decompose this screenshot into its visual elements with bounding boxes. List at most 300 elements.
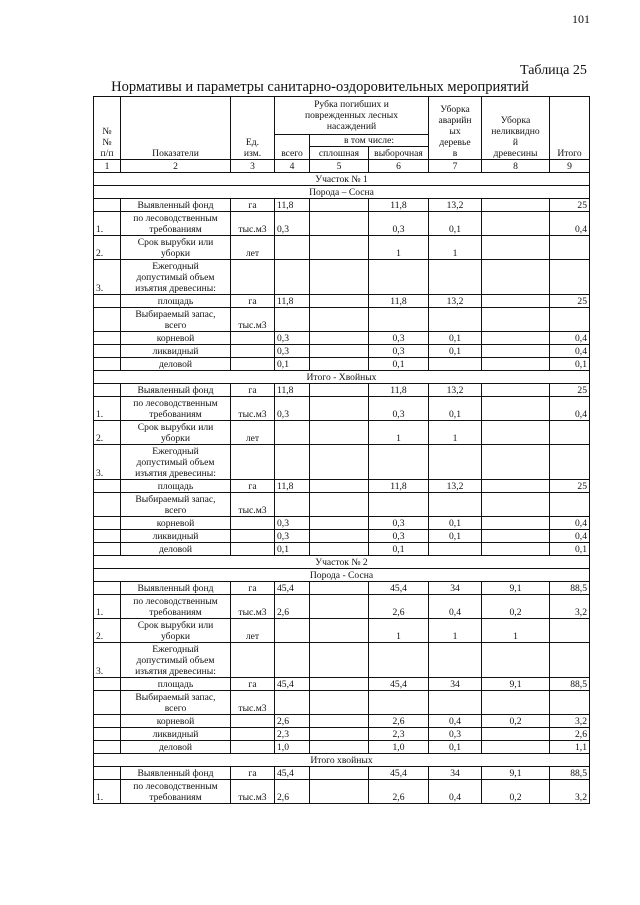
value-cell	[310, 643, 369, 678]
table-row	[94, 308, 590, 332]
value-cell: 0,3	[369, 530, 429, 543]
value-cell	[369, 691, 429, 715]
value-cell	[310, 236, 369, 260]
indicator-cell: Ежегодный допустимый объем изъятия древесины:	[121, 260, 231, 295]
column-number: 5	[310, 160, 369, 173]
unit-cell: га	[231, 384, 275, 397]
unit-cell	[231, 728, 275, 741]
value-cell	[482, 260, 550, 295]
value-cell: 2,3	[369, 728, 429, 741]
value-cell	[310, 530, 369, 543]
table-row	[94, 421, 590, 445]
value-cell	[482, 543, 550, 556]
value-cell: 25	[550, 199, 590, 212]
table-row	[94, 543, 590, 556]
value-cell	[429, 358, 482, 371]
unit-cell: га	[231, 480, 275, 493]
table-row	[94, 678, 590, 691]
value-cell	[275, 236, 310, 260]
value-cell	[482, 517, 550, 530]
unit-cell: га	[231, 582, 275, 595]
value-cell	[482, 236, 550, 260]
section-title: Участок № 2	[94, 556, 590, 569]
indicator-cell: Срок вырубки или уборки	[121, 236, 231, 260]
unit-cell	[231, 715, 275, 728]
value-cell: 45,4	[369, 678, 429, 691]
row-number	[94, 767, 121, 780]
value-cell: 25	[550, 384, 590, 397]
value-cell: 11,8	[275, 199, 310, 212]
value-cell	[550, 643, 590, 678]
value-cell: 0,1	[429, 212, 482, 236]
column-number: 9	[550, 160, 590, 173]
table-row	[94, 715, 590, 728]
value-cell	[310, 691, 369, 715]
value-cell: 0,4	[429, 595, 482, 619]
indicator-cell: по лесоводственным требованиям	[121, 780, 231, 804]
value-cell: 0,4	[550, 212, 590, 236]
value-cell	[310, 384, 369, 397]
value-cell: 2,3	[275, 728, 310, 741]
value-cell	[310, 445, 369, 480]
value-cell	[310, 780, 369, 804]
table-label: Таблица 25	[520, 63, 587, 78]
value-cell	[310, 260, 369, 295]
value-cell: 0,4	[429, 715, 482, 728]
value-cell: 45,4	[275, 678, 310, 691]
indicator-cell: Выбираемый запас, всего	[121, 308, 231, 332]
page-number: 101	[572, 12, 590, 26]
value-cell: 0,4	[550, 517, 590, 530]
value-cell	[482, 741, 550, 754]
value-cell: 0,4	[550, 345, 590, 358]
value-cell: 0,1	[369, 358, 429, 371]
unit-cell: тыс.м3	[231, 691, 275, 715]
indicator-cell: деловой	[121, 543, 231, 556]
value-cell	[275, 260, 310, 295]
indicator-cell: Выбираемый запас, всего	[121, 691, 231, 715]
value-cell	[310, 728, 369, 741]
value-cell	[310, 358, 369, 371]
table-row	[94, 530, 590, 543]
table-row	[94, 595, 590, 619]
table-row	[94, 445, 590, 480]
table-row	[94, 397, 590, 421]
value-cell: 0,3	[369, 332, 429, 345]
value-cell: 3,2	[550, 780, 590, 804]
value-cell	[310, 619, 369, 643]
value-cell: 0,3	[369, 397, 429, 421]
value-cell: 0,1	[429, 741, 482, 754]
value-cell	[429, 260, 482, 295]
value-cell: 0,1	[550, 358, 590, 371]
value-cell: 0,3	[275, 530, 310, 543]
value-cell	[482, 445, 550, 480]
value-cell: 0,3	[275, 332, 310, 345]
value-cell: 25	[550, 480, 590, 493]
unit-cell: лет	[231, 619, 275, 643]
table-row	[94, 767, 590, 780]
table-row	[94, 691, 590, 715]
value-cell	[550, 421, 590, 445]
indicator-cell: ликвидный	[121, 728, 231, 741]
value-cell	[275, 619, 310, 643]
indicator-cell: по лесоводственным требованиям	[121, 595, 231, 619]
value-cell	[482, 397, 550, 421]
value-cell: 45,4	[275, 582, 310, 595]
indicator-cell: Выявленный фонд	[121, 384, 231, 397]
value-cell	[550, 260, 590, 295]
row-number	[94, 741, 121, 754]
row-number: 1.	[94, 397, 121, 421]
section-row	[94, 371, 590, 384]
value-cell	[550, 691, 590, 715]
value-cell: 1	[429, 421, 482, 445]
column-number: 4	[275, 160, 310, 173]
indicator-cell: ликвидный	[121, 345, 231, 358]
value-cell: 13,2	[429, 199, 482, 212]
value-cell: 0,4	[550, 332, 590, 345]
row-number: 3.	[94, 260, 121, 295]
row-number	[94, 345, 121, 358]
header-itogo: Итого	[550, 97, 590, 160]
unit-cell: га	[231, 678, 275, 691]
unit-cell	[231, 260, 275, 295]
value-cell: 11,8	[369, 384, 429, 397]
value-cell: 0,4	[550, 397, 590, 421]
indicator-cell: Выбираемый запас, всего	[121, 493, 231, 517]
indicator-cell: по лесоводственным требованиям	[121, 397, 231, 421]
row-number	[94, 295, 121, 308]
row-number: 2.	[94, 421, 121, 445]
value-cell: 0,4	[429, 780, 482, 804]
value-cell: 13,2	[429, 384, 482, 397]
value-cell	[429, 445, 482, 480]
table-row	[94, 728, 590, 741]
value-cell: 0,1	[369, 543, 429, 556]
row-number: 1.	[94, 595, 121, 619]
value-cell	[482, 332, 550, 345]
value-cell: 9,1	[482, 582, 550, 595]
indicator-cell: Выявленный фонд	[121, 199, 231, 212]
row-number	[94, 582, 121, 595]
value-cell: 88,5	[550, 678, 590, 691]
value-cell	[369, 260, 429, 295]
value-cell: 11,8	[275, 384, 310, 397]
value-cell: 0,1	[429, 517, 482, 530]
row-number: 3.	[94, 445, 121, 480]
value-cell	[482, 493, 550, 517]
row-number	[94, 480, 121, 493]
table-row	[94, 619, 590, 643]
header-selective: выборочная	[369, 147, 429, 160]
value-cell: 0,3	[275, 517, 310, 530]
value-cell	[275, 421, 310, 445]
value-cell: 25	[550, 295, 590, 308]
row-number: 1.	[94, 780, 121, 804]
value-cell	[275, 308, 310, 332]
value-cell: 2,6	[369, 595, 429, 619]
value-cell	[482, 643, 550, 678]
value-cell: 11,8	[275, 480, 310, 493]
indicator-cell: корневой	[121, 332, 231, 345]
table-row	[94, 358, 590, 371]
unit-cell: га	[231, 767, 275, 780]
unit-cell	[231, 345, 275, 358]
value-cell: 34	[429, 767, 482, 780]
value-cell	[550, 445, 590, 480]
value-cell	[310, 212, 369, 236]
value-cell	[482, 691, 550, 715]
value-cell: 2,6	[275, 715, 310, 728]
row-number	[94, 332, 121, 345]
table-title: Нормативы и параметры санитарно-оздоровительных мероприятий	[111, 79, 529, 95]
indicator-cell: Ежегодный допустимый объем изъятия древесины:	[121, 445, 231, 480]
header-num: № № п/п	[94, 97, 121, 160]
value-cell	[429, 691, 482, 715]
value-cell	[482, 212, 550, 236]
column-number: 7	[429, 160, 482, 173]
value-cell	[482, 480, 550, 493]
value-cell	[275, 691, 310, 715]
value-cell: 1	[429, 619, 482, 643]
column-number: 1	[94, 160, 121, 173]
value-cell	[482, 199, 550, 212]
value-cell	[310, 332, 369, 345]
row-number	[94, 543, 121, 556]
row-number	[94, 728, 121, 741]
value-cell: 2,6	[550, 728, 590, 741]
value-cell: 0,3	[429, 728, 482, 741]
value-cell	[310, 397, 369, 421]
indicator-cell: деловой	[121, 741, 231, 754]
value-cell: 13,2	[429, 480, 482, 493]
header-illiquid: Уборка неликвидно й древесины	[482, 97, 550, 160]
table-row	[94, 643, 590, 678]
value-cell: 1,0	[275, 741, 310, 754]
section-title: Порода - Сосна	[94, 569, 590, 582]
value-cell: 0,1	[429, 397, 482, 421]
indicator-cell: ликвидный	[121, 530, 231, 543]
value-cell	[310, 421, 369, 445]
section-title: Порода – Сосна	[94, 186, 590, 199]
value-cell	[310, 767, 369, 780]
table-row	[94, 199, 590, 212]
table-row	[94, 517, 590, 530]
row-number: 3.	[94, 643, 121, 678]
unit-cell: тыс.м3	[231, 595, 275, 619]
indicator-cell: площадь	[121, 480, 231, 493]
value-cell: 0,1	[429, 345, 482, 358]
table-row	[94, 212, 590, 236]
value-cell	[310, 295, 369, 308]
value-cell	[369, 643, 429, 678]
value-cell	[310, 517, 369, 530]
section-row	[94, 754, 590, 767]
indicator-cell: деловой	[121, 358, 231, 371]
value-cell	[310, 543, 369, 556]
norms-table	[93, 96, 590, 804]
table-row	[94, 780, 590, 804]
value-cell: 1,1	[550, 741, 590, 754]
section-title: Итого хвойных	[94, 754, 590, 767]
value-cell: 1	[369, 236, 429, 260]
value-cell: 3,2	[550, 715, 590, 728]
row-number	[94, 493, 121, 517]
value-cell	[429, 543, 482, 556]
table-row	[94, 582, 590, 595]
indicator-cell: площадь	[121, 295, 231, 308]
value-cell: 45,4	[369, 767, 429, 780]
value-cell: 0,1	[429, 332, 482, 345]
value-cell: 1	[429, 236, 482, 260]
unit-cell	[231, 643, 275, 678]
table-row	[94, 741, 590, 754]
table-row	[94, 480, 590, 493]
value-cell: 0,3	[275, 397, 310, 421]
value-cell	[482, 295, 550, 308]
column-number: 8	[482, 160, 550, 173]
value-cell: 3,2	[550, 595, 590, 619]
value-cell: 88,5	[550, 582, 590, 595]
value-cell: 0,1	[275, 358, 310, 371]
value-cell	[369, 308, 429, 332]
value-cell: 2,6	[275, 595, 310, 619]
value-cell	[482, 345, 550, 358]
value-cell: 88,5	[550, 767, 590, 780]
value-cell: 0,3	[275, 345, 310, 358]
row-number	[94, 384, 121, 397]
unit-cell: тыс.м3	[231, 493, 275, 517]
value-cell: 1	[369, 421, 429, 445]
row-number	[94, 691, 121, 715]
value-cell: 0,3	[275, 212, 310, 236]
unit-cell: тыс.м3	[231, 397, 275, 421]
section-row	[94, 186, 590, 199]
value-cell	[310, 678, 369, 691]
value-cell	[482, 384, 550, 397]
section-row	[94, 556, 590, 569]
unit-cell: лет	[231, 421, 275, 445]
value-cell: 0,3	[369, 212, 429, 236]
value-cell: 0,1	[429, 530, 482, 543]
value-cell: 1	[369, 619, 429, 643]
header-felling-group: Рубка погибших и поврежденных лесных насаждений	[275, 97, 429, 135]
unit-cell	[231, 517, 275, 530]
value-cell: 0,1	[275, 543, 310, 556]
value-cell	[310, 741, 369, 754]
value-cell: 9,1	[482, 678, 550, 691]
value-cell: 13,2	[429, 295, 482, 308]
unit-cell	[231, 358, 275, 371]
table-row	[94, 236, 590, 260]
unit-cell: тыс.м3	[231, 780, 275, 804]
table-row	[94, 493, 590, 517]
row-number	[94, 358, 121, 371]
row-number	[94, 530, 121, 543]
value-cell: 9,1	[482, 767, 550, 780]
value-cell	[482, 421, 550, 445]
header-emergency: Уборка аварийн ых деревье в	[429, 97, 482, 160]
header-total: всего	[275, 135, 310, 160]
header-clear: сплошная	[310, 147, 369, 160]
indicator-cell: корневой	[121, 517, 231, 530]
table-row	[94, 345, 590, 358]
header-including: в том числе:	[310, 135, 429, 147]
column-number: 2	[121, 160, 231, 173]
indicator-cell: Срок вырубки или уборки	[121, 619, 231, 643]
value-cell: 0,2	[482, 595, 550, 619]
value-cell: 0,2	[482, 780, 550, 804]
value-cell: 45,4	[369, 582, 429, 595]
value-cell: 0,3	[369, 345, 429, 358]
value-cell: 11,8	[275, 295, 310, 308]
value-cell: 0,3	[369, 517, 429, 530]
table-row	[94, 332, 590, 345]
section-row	[94, 173, 590, 186]
value-cell	[550, 619, 590, 643]
unit-cell	[231, 741, 275, 754]
unit-cell	[231, 530, 275, 543]
unit-cell	[231, 445, 275, 480]
value-cell: 45,4	[275, 767, 310, 780]
value-cell	[275, 445, 310, 480]
value-cell	[310, 345, 369, 358]
row-number	[94, 199, 121, 212]
unit-cell: га	[231, 295, 275, 308]
unit-cell: тыс.м3	[231, 308, 275, 332]
value-cell	[482, 358, 550, 371]
value-cell: 11,8	[369, 480, 429, 493]
value-cell	[429, 493, 482, 517]
row-number	[94, 517, 121, 530]
value-cell: 11,8	[369, 295, 429, 308]
section-row	[94, 569, 590, 582]
value-cell: 1,0	[369, 741, 429, 754]
indicator-cell: Ежегодный допустимый объем изъятия древесины:	[121, 643, 231, 678]
value-cell: 0,1	[550, 543, 590, 556]
unit-cell: тыс.м3	[231, 212, 275, 236]
column-number: 3	[231, 160, 275, 173]
value-cell	[275, 493, 310, 517]
value-cell	[429, 308, 482, 332]
unit-cell	[231, 543, 275, 556]
value-cell	[310, 582, 369, 595]
value-cell: 2,6	[369, 780, 429, 804]
indicator-cell: по лесоводственным требованиям	[121, 212, 231, 236]
value-cell: 2,6	[275, 780, 310, 804]
value-cell: 11,8	[369, 199, 429, 212]
table-row	[94, 295, 590, 308]
value-cell: 1	[482, 619, 550, 643]
unit-cell: га	[231, 199, 275, 212]
value-cell	[310, 308, 369, 332]
value-cell	[369, 493, 429, 517]
table-row	[94, 260, 590, 295]
indicator-cell: корневой	[121, 715, 231, 728]
value-cell: 0,4	[550, 530, 590, 543]
row-number	[94, 715, 121, 728]
column-number: 6	[369, 160, 429, 173]
unit-cell	[231, 332, 275, 345]
table-row	[94, 384, 590, 397]
value-cell	[429, 643, 482, 678]
indicator-cell: Выявленный фонд	[121, 767, 231, 780]
row-number	[94, 678, 121, 691]
value-cell	[310, 199, 369, 212]
value-cell	[550, 493, 590, 517]
value-cell	[369, 445, 429, 480]
